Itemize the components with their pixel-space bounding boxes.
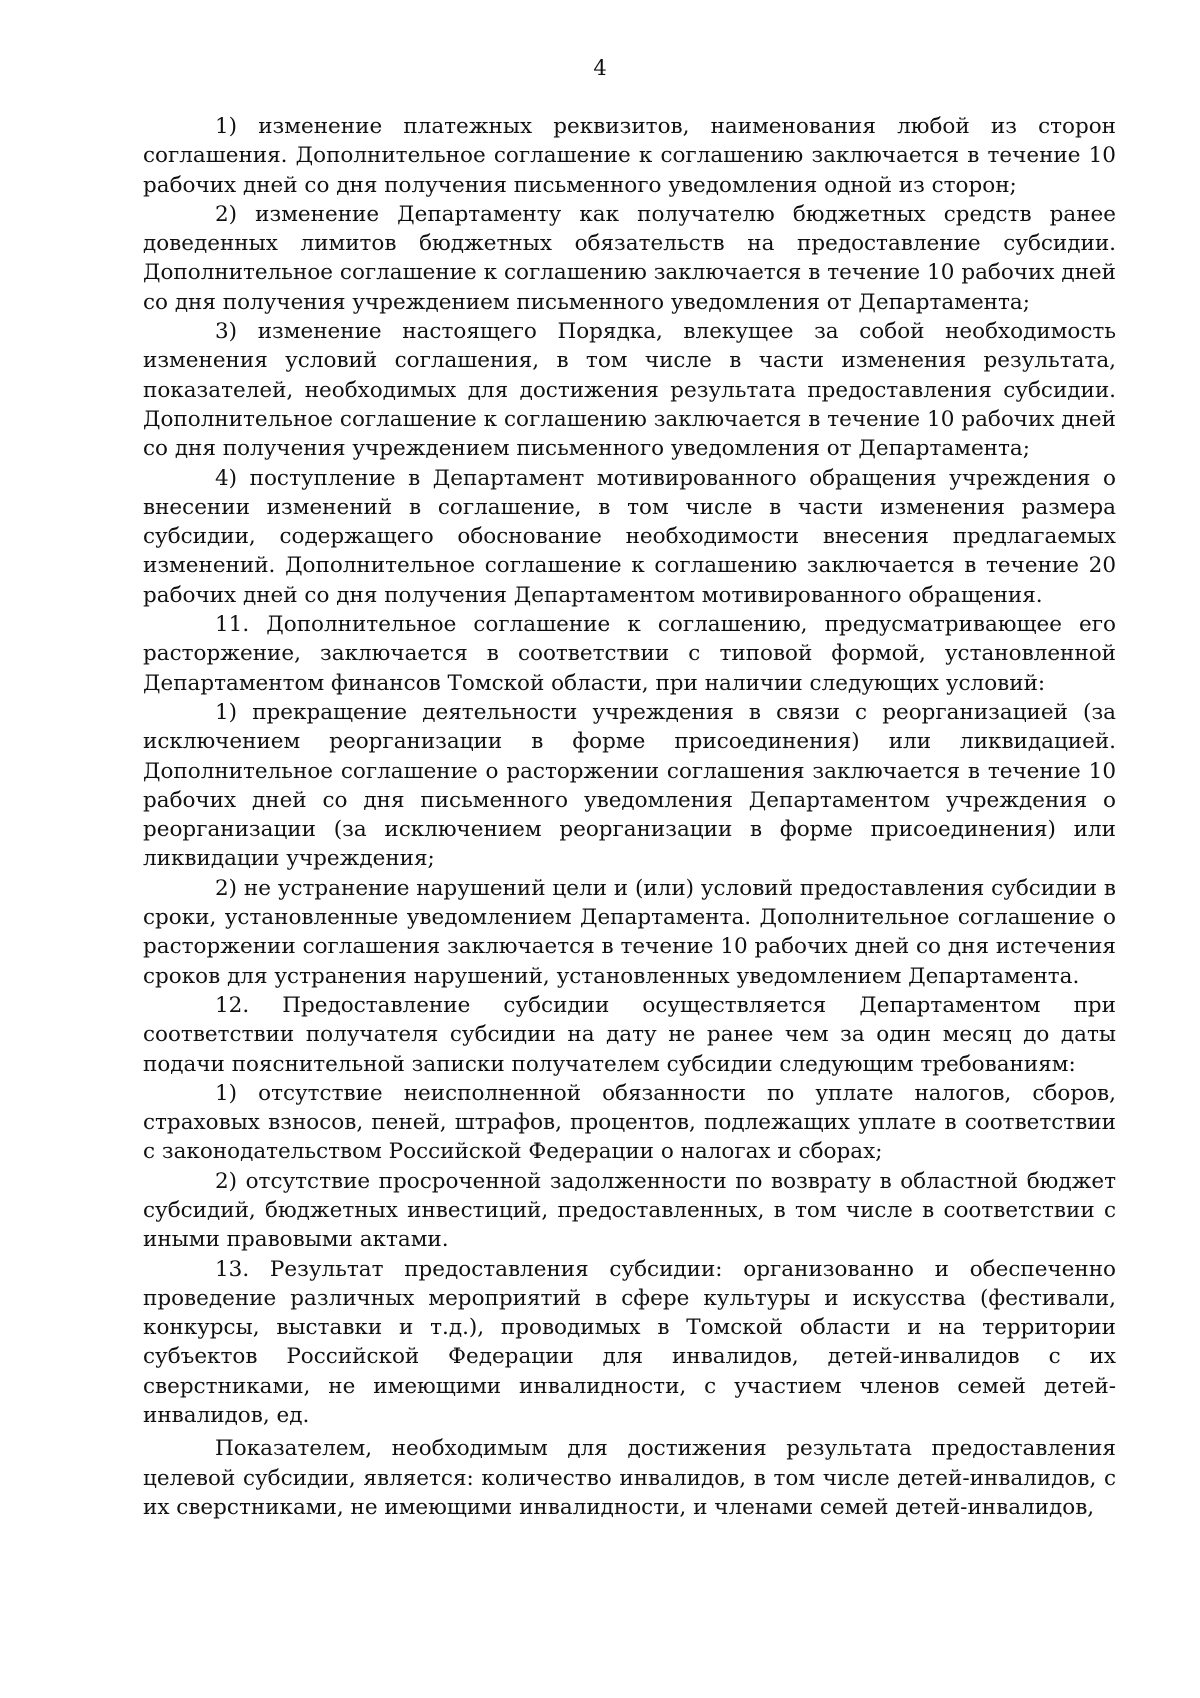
paragraph-11-1: 1) прекращение деятельности учреждения в связи с реорганизацией (за исключением реорганизации в форме присоединения) или ликвидацией. Дополнительное соглашение о расторжении соглашения заключается в течение 10 рабочих дней со дня письменного уведомления Департаментом учреждения о реорганизации (за исключением реорганизации в форме присоединения) или ликвидации учреждения; xyxy=(143,699,1116,872)
paragraph-indicator: Показателем, необходимым для достижения результата предоставления целевой субсидии, является: количество инвалидов, в том числе детей-инвалидов, с их сверстниками, не имеющими инвалидности, и членами семей детей-инвалидов, xyxy=(143,1436,1116,1520)
paragraph-12-2: 2) отсутствие просроченной задолженности по возврату в областной бюджет субсидий, бюджетных инвестиций, предоставленных, в том числе в соответствии с иными правовыми актами. xyxy=(143,1168,1116,1253)
paragraph-11: 11. Дополнительное соглашение к соглашению, предусматривающее его расторжение, заключается в соответствии с типовой формой, установленной Департаментом финансов Томской области, при наличии следующих условий: xyxy=(143,612,1116,696)
paragraph-10-3: 3) изменение настоящего Порядка, влекущее за собой необходимость изменения условий соглашения, в том числе в части изменения результата, показателей, необходимых для достижения результата предоставления субсидии. Дополнительное соглашение к соглашению заключается в течение 10 рабочих дней со дня получения учреждением письменного уведомления от Департамента; xyxy=(143,319,1116,462)
paragraph-11-2: 2) не устранение нарушений цели и (или) условий предоставления субсидии в сроки, установленные уведомлением Департамента. Дополнительное соглашение о расторжении соглашения заключается в течение 10 рабочих дней со дня истечения сроков для устранения нарушений, установленных уведомлением Департамента. xyxy=(143,875,1116,989)
paragraph-10-1: 1) изменение платежных реквизитов, наименования любой из сторон соглашения. Дополнительное соглашение к соглашению заключается в течение 10 рабочих дней со дня получения письменного уведомления одной из сторон; xyxy=(143,114,1116,198)
document-body xyxy=(143,112,1116,1522)
page-number: 4 xyxy=(593,56,607,80)
paragraph-12-1: 1) отсутствие неисполненной обязанности по уплате налогов, сборов, страховых взносов, пеней, штрафов, процентов, подлежащих уплате в соответствии с законодательством Российской Федерации о налогах и сборах; xyxy=(143,1080,1116,1165)
paragraph-13: 13. Результат предоставления субсидии: организованно и обеспеченно проведение различных мероприятий в сфере культуры и искусства (фестивали, конкурсы, выставки и т.д.), проводимых в Томской области и на территории субъектов Российской Федерации для инвалидов, детей-инвалидов с их сверстниками, не имеющими инвалидности, с участием членов семей детей-инвалидов, ед. xyxy=(143,1256,1116,1429)
paragraph-10-2: 2) изменение Департаменту как получателю бюджетных средств ранее доведенных лимитов бюджетных обязательств на предоставление субсидии. Дополнительное соглашение к соглашению заключается в течение 10 рабочих дней со дня получения учреждением письменного уведомления от Департамента; xyxy=(143,201,1116,315)
paragraph-10-4: 4) поступление в Департамент мотивированного обращения учреждения о внесении изменений в соглашение, в том числе в части изменения размера субсидии, содержащего обоснование необходимости внесения предлагаемых изменений. Дополнительное соглашение к соглашению заключается в течение 20 рабочих дней со дня получения Департаментом мотивированного обращения. xyxy=(143,465,1116,608)
paragraph-12: 12. Предоставление субсидии осуществляется Департаментом при соответствии получателя субсидии на дату не ранее чем за один месяц до даты подачи пояснительной записки получателем субсидии следующим требованиям: xyxy=(143,992,1116,1077)
